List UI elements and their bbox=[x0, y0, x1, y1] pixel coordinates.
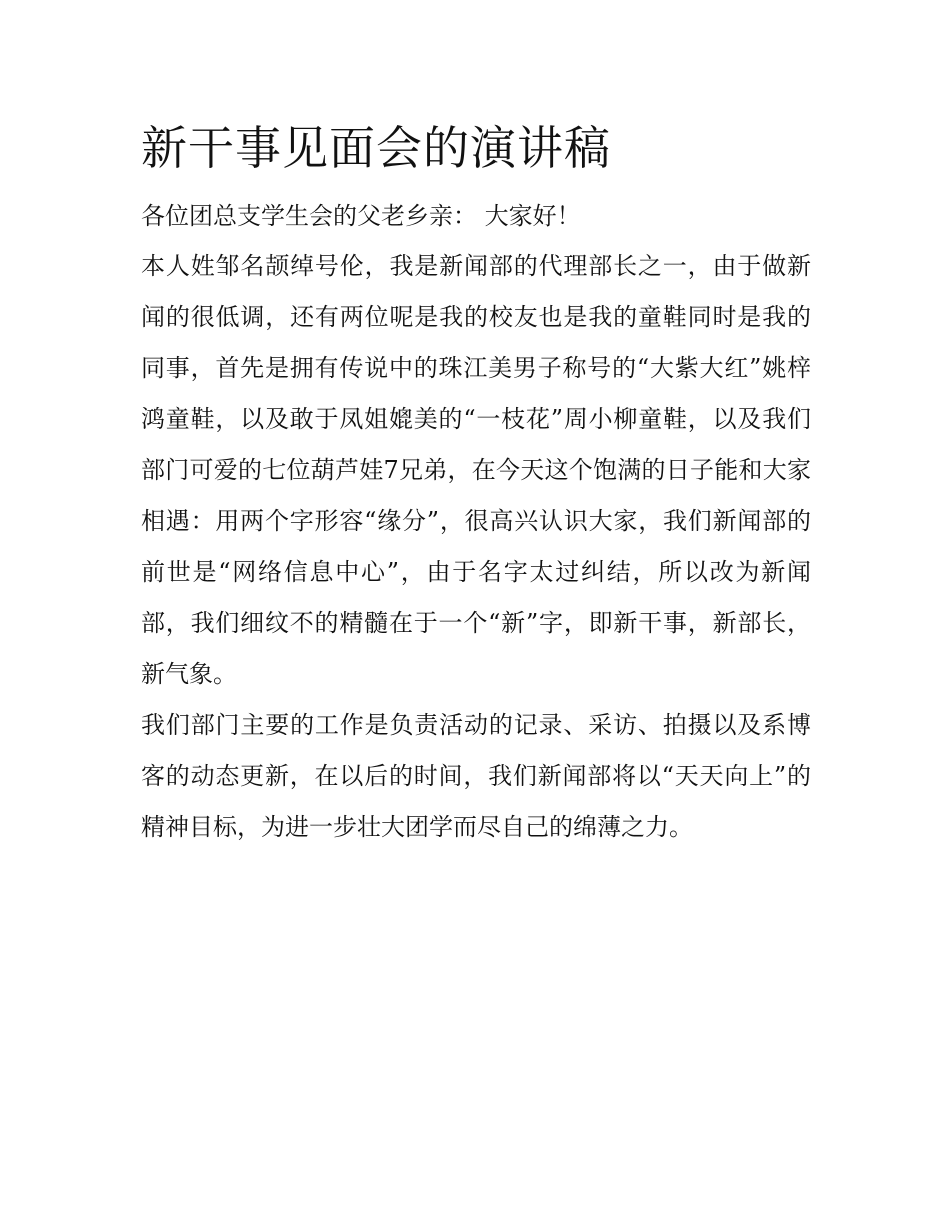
document-title: 新干事见面会的演讲稿 bbox=[141, 121, 611, 175]
paragraph-department-work: 我们部门主要的工作是负责活动的记录、采访、拍摄以及系博客的动态更新，在以后的时间，我们新闻部将以“天天向上”的精神目标，为进一步壮大团学而尽自己的绵薄之力。 bbox=[141, 711, 811, 841]
greeting-line: 各位团总支学生会的父老乡亲： 大家好！ bbox=[141, 202, 581, 230]
paragraph-introduction: 本人姓邹名颉绰号伦，我是新闻部的代理部长之一，由于做新闻的很低调，还有两位呢是我的校友也是我的童鞋同时是我的同事，首先是拥有传说中的珠江美男子称号的“大紫大红”姚梓鸿童鞋，以及敢于凤姐媲美的“一枝花”周小柳童鞋，以及我们部门可爱的七位葫芦娃7兄弟，在今天这个饱满的日子能和大家相遇：用两个字形容“缘分”，很高兴认识大家，我们新闻部的前世是“网络信息中心”，由于名字太过纠结，所以改为新闻部，我们细纹不的精髓在于一个“新”字，即新干事，新部长，新气象。 bbox=[141, 252, 811, 688]
document-body bbox=[141, 118, 811, 853]
